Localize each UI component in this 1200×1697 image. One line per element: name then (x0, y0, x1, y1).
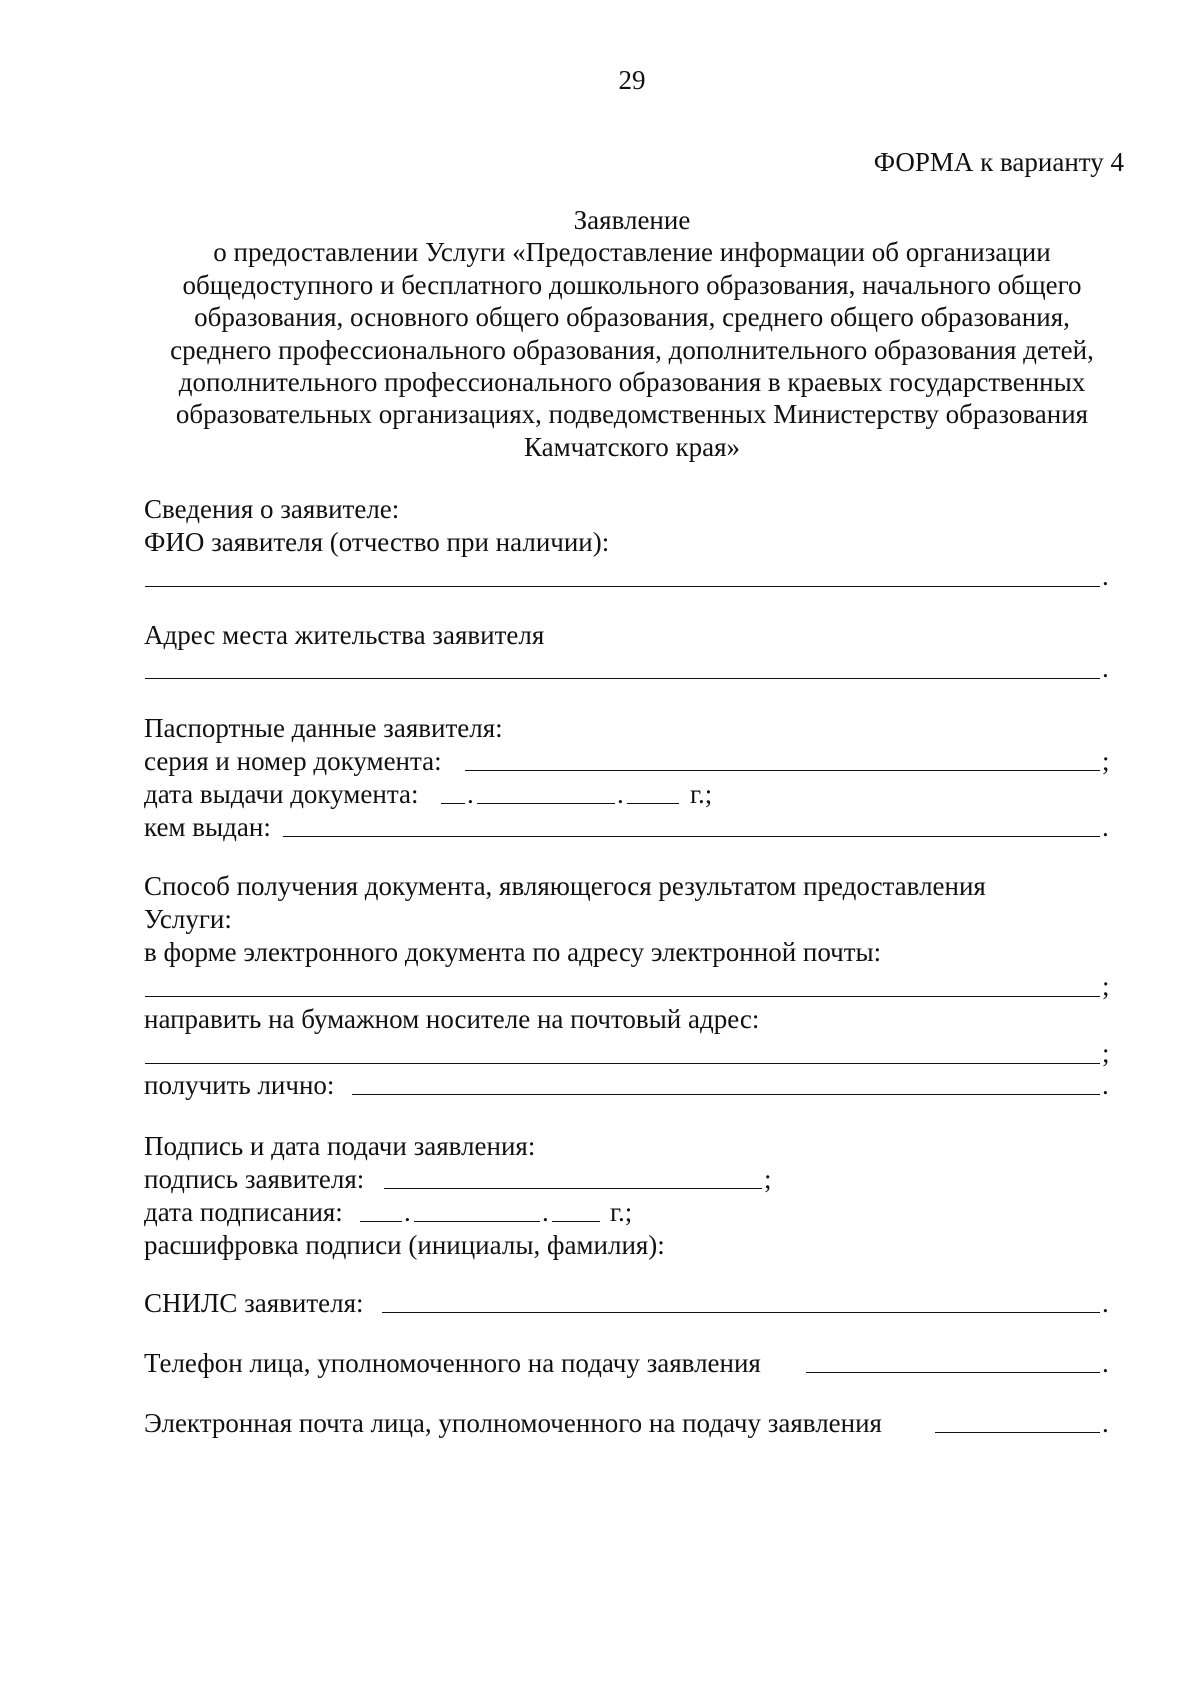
title-line: дополнительного профессионального образования в краевых государственных (178, 367, 1086, 398)
delivery-section-label: Способ получения документа, являющегося результатом предоставления (144, 871, 986, 901)
signature-decode-label: расшифровка подписи (инициалы, фамилия): (144, 1230, 665, 1260)
email-label: Электронная почта лица, уполномоченного на подачу заявления (144, 1408, 882, 1438)
passport-issue-year-field[interactable] (627, 803, 679, 804)
fio-field[interactable] (145, 586, 1100, 587)
title-line: Камчатского края» (523, 431, 741, 462)
passport-issue-day-field[interactable] (441, 803, 465, 804)
passport-series-semicolon: ; (1102, 746, 1110, 776)
snils-field[interactable] (382, 1312, 1100, 1313)
applicant-section-label: Сведения о заявителе: (144, 494, 400, 524)
fio-period: . (1102, 561, 1109, 591)
paper-delivery-field[interactable] (145, 1063, 1100, 1064)
title-line: образования, основного общего образования, среднего общего образования, (194, 302, 1070, 333)
snils-period: . (1102, 1288, 1109, 1318)
personal-delivery-label: получить лично: (144, 1070, 335, 1100)
issued-by-label: кем выдан: (144, 812, 271, 842)
signature-semicolon: ; (764, 1164, 772, 1194)
document-title (100, 204, 1164, 463)
passport-issue-date-label: дата выдачи документа: (144, 779, 419, 809)
signing-day-field[interactable] (360, 1221, 402, 1222)
page-number: 29 (618, 65, 646, 95)
signing-year-field[interactable] (552, 1221, 600, 1222)
email-delivery-field[interactable] (145, 996, 1100, 997)
date-separator: . (467, 779, 474, 809)
signature-section-label: Подпись и дата подачи заявления: (144, 1131, 536, 1161)
delivery-section-label-cont: Услуги: (144, 904, 232, 934)
address-label: Адрес места жительства заявителя (144, 620, 545, 650)
phone-period: . (1102, 1348, 1109, 1378)
personal-delivery-period: . (1102, 1070, 1109, 1100)
phone-label: Телефон лица, уполномоченного на подачу заявления (144, 1348, 761, 1378)
form-reference: ФОРМА к варианту 4 (873, 147, 1124, 177)
email-delivery-semicolon: ; (1102, 971, 1110, 1001)
issued-by-period: . (1102, 812, 1109, 842)
date-separator: . (617, 779, 624, 809)
date-separator: . (542, 1197, 549, 1227)
address-field[interactable] (145, 678, 1100, 679)
snils-label: СНИЛС заявителя: (144, 1288, 364, 1318)
address-period: . (1102, 653, 1109, 683)
title-line: образовательных организациях, подведомственных Министерству образования (175, 399, 1089, 430)
title-line: среднего профессионального образования, дополнительного образования детей, (170, 334, 1094, 365)
title-heading: Заявление (573, 205, 691, 235)
passport-section-label: Паспортные данные заявителя: (144, 713, 503, 743)
fio-label: ФИО заявителя (отчество при наличии): (144, 527, 610, 557)
signature-label: подпись заявителя: (144, 1164, 365, 1194)
passport-issue-month-field[interactable] (477, 803, 615, 804)
passport-issue-year-suffix: г.; (690, 779, 713, 809)
personal-delivery-field[interactable] (352, 1094, 1100, 1095)
signing-year-suffix: г.; (610, 1197, 633, 1227)
email-period: . (1102, 1408, 1109, 1438)
signing-month-field[interactable] (414, 1221, 540, 1222)
issued-by-field[interactable] (283, 836, 1100, 837)
signature-field[interactable] (384, 1188, 762, 1189)
passport-series-field[interactable] (465, 770, 1100, 771)
paper-delivery-label: направить на бумажном носителе на почтовый адрес: (144, 1004, 760, 1034)
title-line: общедоступного и бесплатного дошкольного образования, начального общего (182, 269, 1082, 300)
email-field[interactable] (935, 1432, 1100, 1433)
passport-series-label: серия и номер документа: (144, 746, 442, 776)
title-line: о предоставлении Услуги «Предоставление информации об организации (213, 237, 1051, 268)
phone-field[interactable] (806, 1372, 1100, 1373)
paper-delivery-semicolon: ; (1102, 1038, 1110, 1068)
date-separator: . (404, 1197, 411, 1227)
email-delivery-label: в форме электронного документа по адресу электронной почты: (144, 937, 882, 967)
signing-date-label: дата подписания: (144, 1197, 343, 1227)
